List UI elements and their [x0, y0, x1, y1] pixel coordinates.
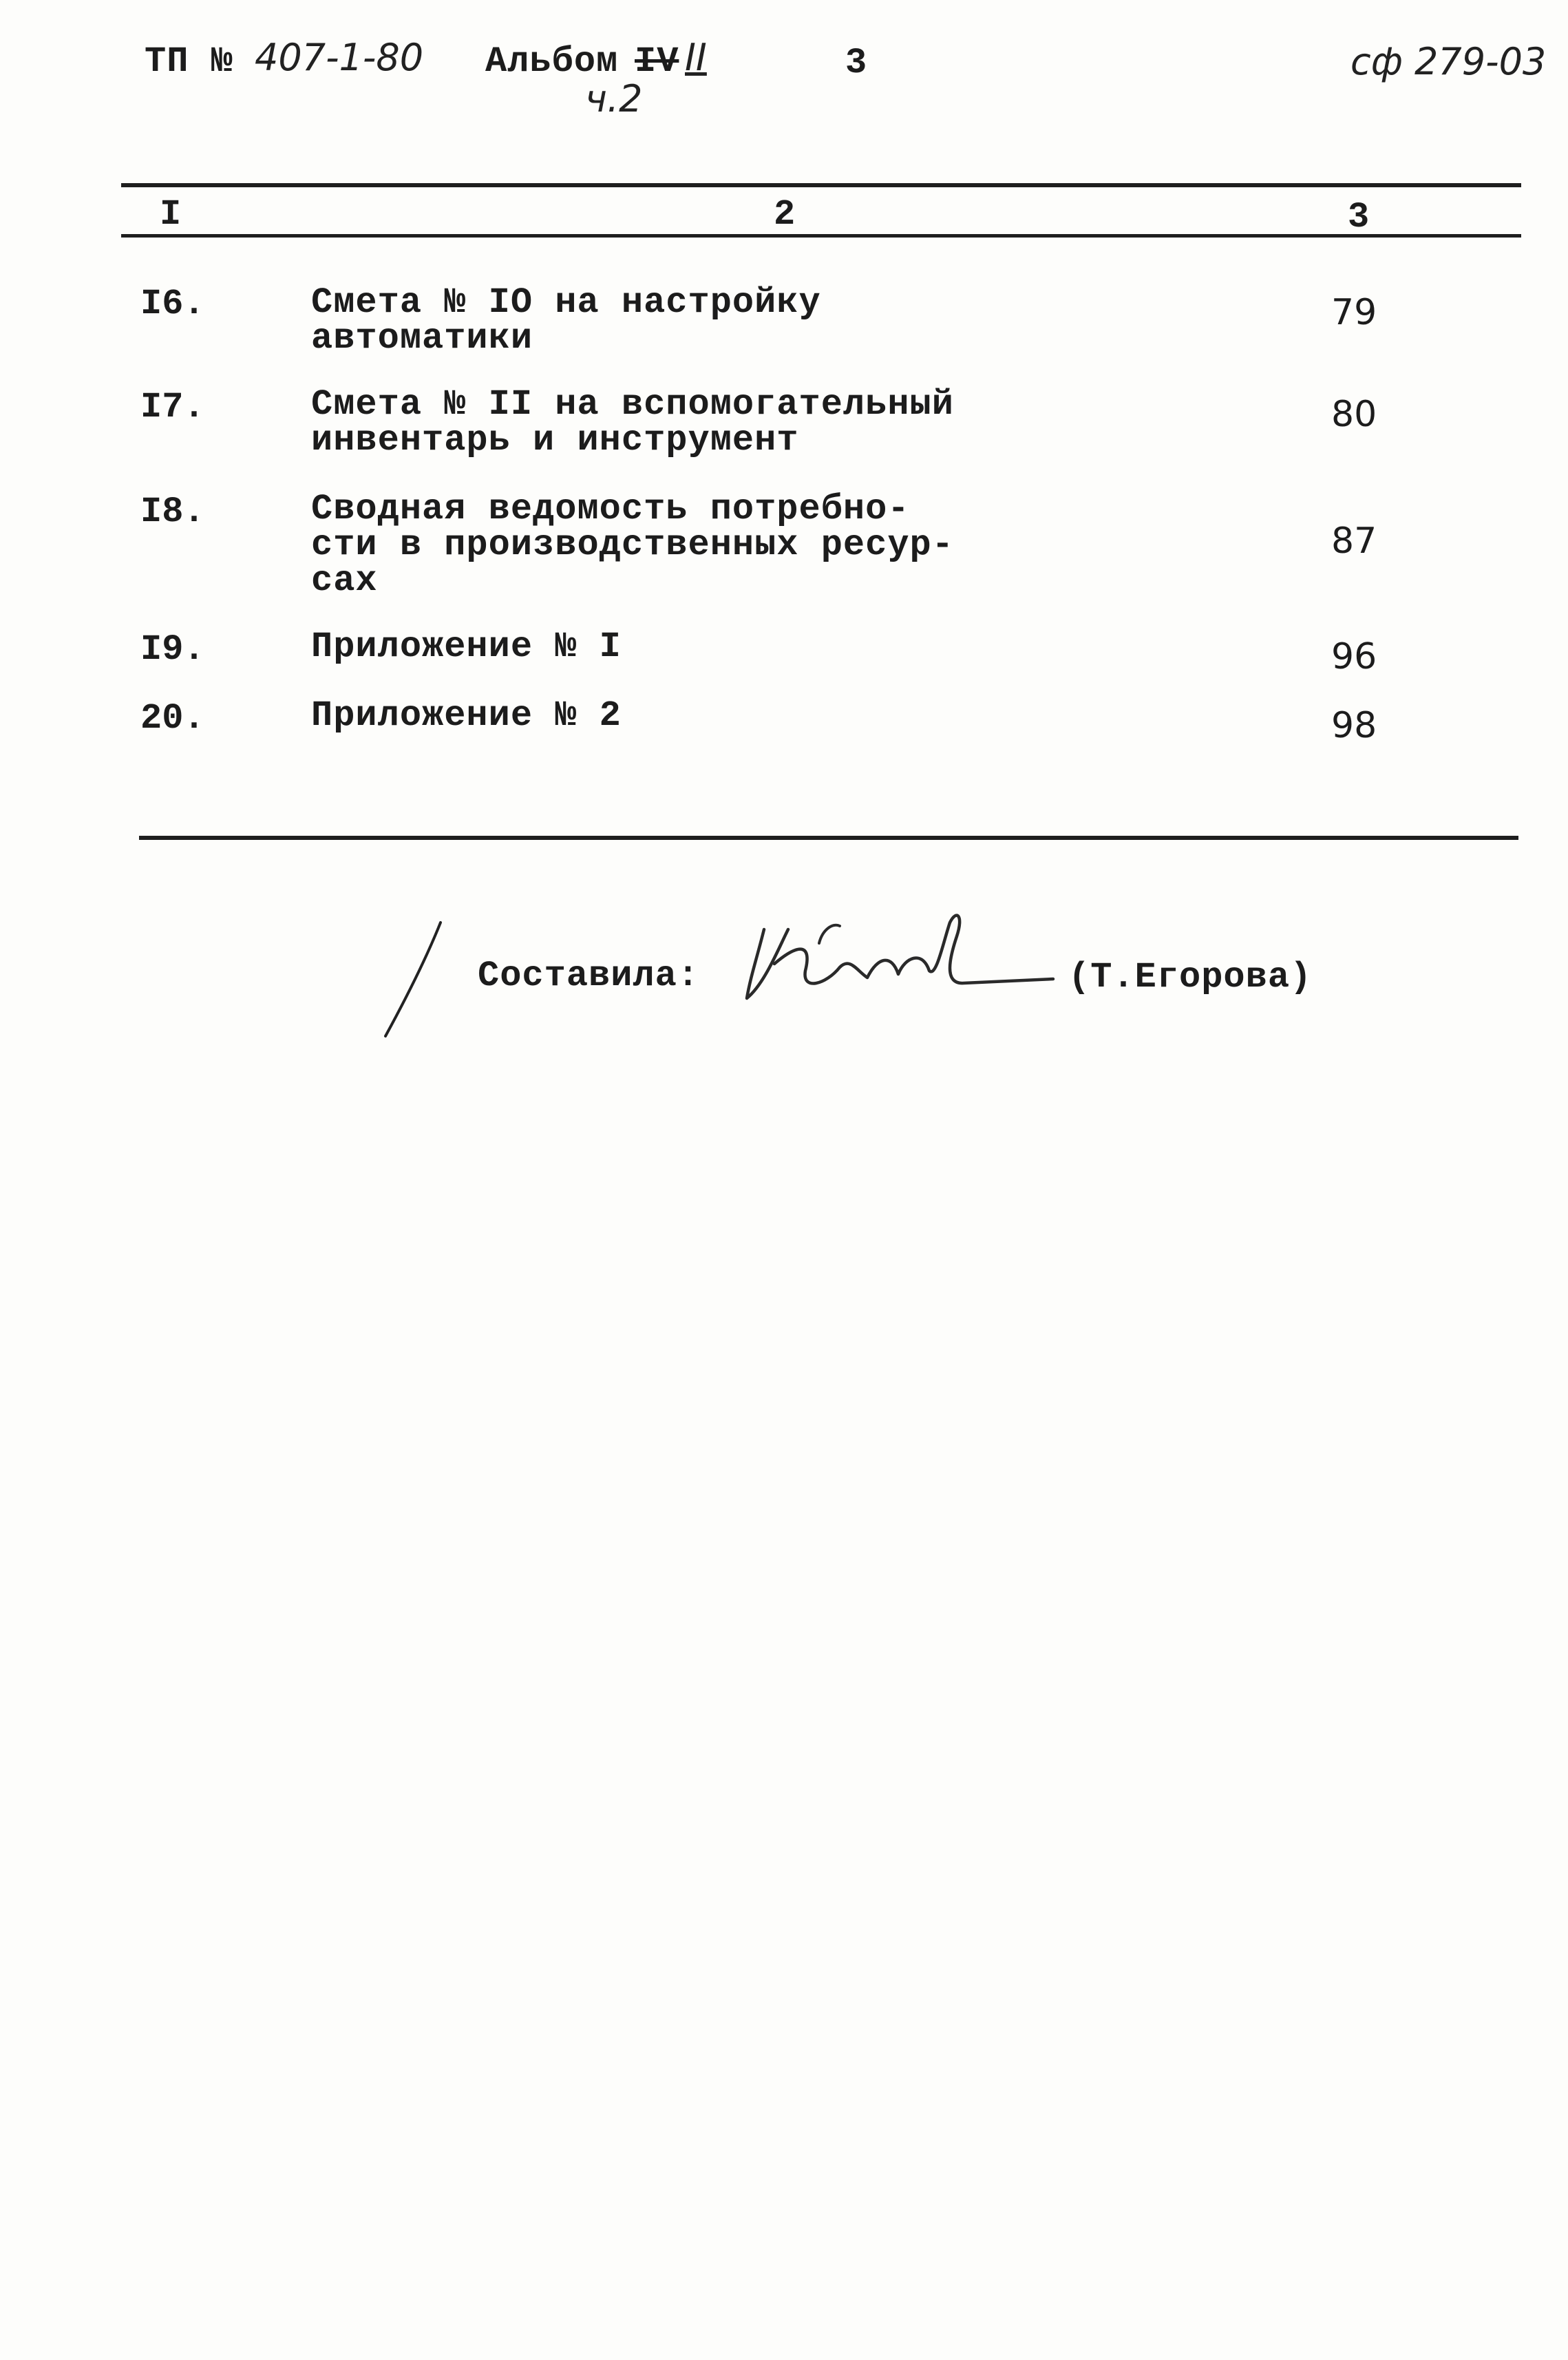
doc-code: сф 279-03: [1350, 40, 1547, 83]
signature: [737, 902, 1060, 1019]
doc-prefix: ТП №: [145, 41, 233, 82]
album-number: II: [685, 36, 707, 79]
signature-icon: [737, 902, 1060, 1019]
row-title-line: Приложение № 2: [311, 695, 622, 736]
row-title-line: Сводная ведомость потребно-: [311, 489, 910, 529]
row-page: 80: [1331, 394, 1377, 435]
column-heading-3: 3: [1348, 197, 1370, 238]
doc-number: 407-1-80: [255, 36, 424, 79]
compiler-name: (Т.Егорова): [1068, 957, 1313, 998]
pen-stroke-mark: [372, 916, 454, 1040]
table-header-rule: [121, 234, 1521, 238]
row-number: 20.: [140, 698, 205, 739]
album-part: ч.2: [585, 77, 643, 120]
row-page: 96: [1331, 636, 1377, 677]
album-struck: IV: [635, 41, 679, 82]
column-heading-1: I: [160, 194, 182, 235]
compiled-by-label: Составила:: [478, 956, 700, 996]
row-page: 87: [1331, 520, 1377, 562]
row-number: I9.: [140, 629, 205, 670]
album-label: Альбом: [485, 41, 619, 82]
row-title-line: Приложение № I: [311, 626, 622, 667]
row-title-line: автоматики: [311, 318, 533, 359]
row-page: 79: [1331, 292, 1377, 333]
row-title-line: сти в производственных ресур-: [311, 525, 954, 565]
row-number: I6.: [140, 284, 205, 324]
row-page: 98: [1331, 705, 1377, 746]
row-number: I8.: [140, 492, 205, 532]
row-title-line: инвентарь и инструмент: [311, 420, 799, 461]
row-title-line: сах: [311, 560, 378, 601]
column-heading-2: 2: [774, 194, 796, 235]
page-number: 3: [845, 43, 868, 83]
table-bottom-rule: [139, 836, 1518, 840]
signature-text: [737, 902, 739, 903]
row-title-line: Смета № II на вспомогательный: [311, 384, 954, 425]
table-top-rule: [121, 183, 1521, 187]
row-title-line: Смета № IO на настройку: [311, 282, 821, 323]
row-number: I7.: [140, 387, 205, 428]
